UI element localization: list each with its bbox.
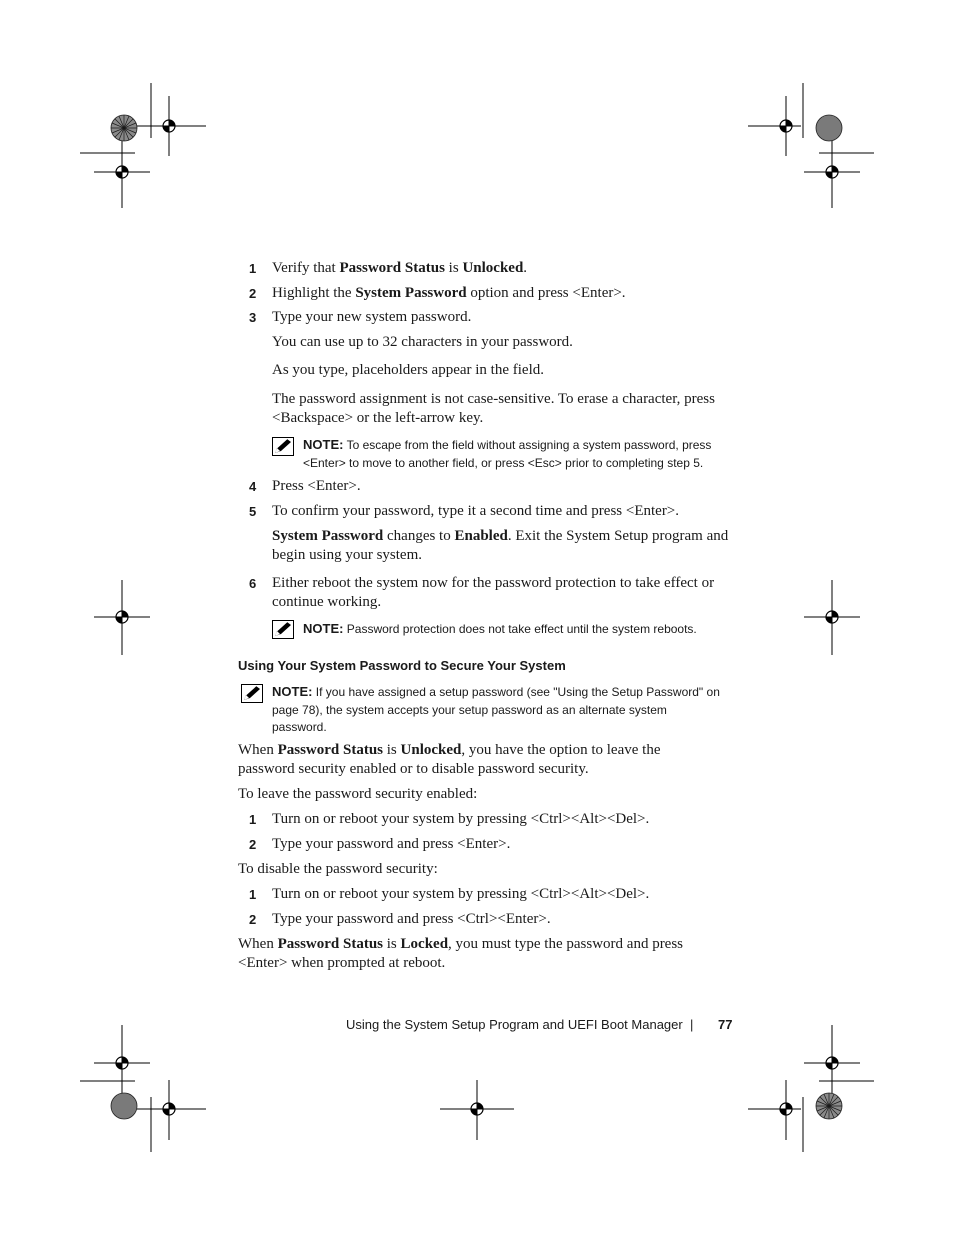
step-text: Turn on or reboot your system by pressing <Ctrl><Alt><Del>.: [272, 811, 650, 827]
step-number: 5: [249, 504, 257, 519]
step-number: 6: [249, 576, 257, 591]
step-text: Type your password and press <Enter>.: [272, 836, 511, 852]
paragraph: The password assignment is not case-sensitive. To erase a character, press <Backspace> or the left-arrow key.: [272, 391, 715, 426]
step-number: 1: [249, 812, 257, 827]
step-text: Type your password and press <Ctrl><Enter>.: [272, 911, 551, 927]
section-heading: Using Your System Password to Secure Your System: [238, 658, 566, 673]
pencil-note-icon: [241, 684, 263, 703]
step-number: 4: [249, 479, 257, 494]
paragraph: When Password Status is Unlocked, you have the option to leave the password security enabled or to disable password security.: [238, 742, 661, 777]
step-text: Press <Enter>.: [272, 478, 361, 494]
step-number: 2: [249, 286, 257, 301]
pencil-note-icon: [272, 437, 294, 456]
paragraph: You can use up to 32 characters in your password.: [272, 334, 573, 350]
note-text: NOTE: Password protection does not take effect until the system reboots.: [303, 621, 697, 636]
note-text: NOTE: If you have assigned a setup password (see "Using the Setup Password" on page 78), the system accepts your setup password as an alternate system password.: [272, 684, 720, 734]
step-number: 2: [249, 837, 257, 852]
step-text: Type your new system password.: [272, 309, 472, 325]
footer-separator: |: [690, 1017, 694, 1032]
footer-title: Using the System Setup Program and UEFI Boot Manager: [346, 1017, 683, 1032]
step-number: 2: [249, 912, 257, 927]
pencil-note-icon: [272, 620, 294, 639]
note-text: NOTE: To escape from the field without assigning a system password, press <Enter> to move to another field, or press <Esc> prior to completing step 5.: [303, 437, 712, 470]
paragraph: To leave the password security enabled:: [238, 786, 478, 802]
step-text: Verify that Password Status is Unlocked.: [272, 260, 528, 276]
paragraph: System Password changes to Enabled. Exit the System Setup program and begin using your system.: [272, 528, 729, 563]
step-number: 3: [249, 310, 257, 325]
page-number: 77: [718, 1017, 733, 1032]
step-text: Either reboot the system now for the password protection to take effect or continue working.: [272, 575, 715, 610]
step-number: 1: [249, 261, 257, 276]
paragraph: To disable the password security:: [238, 861, 438, 877]
step-text: Highlight the System Password option and press <Enter>.: [272, 285, 626, 301]
step-text: Turn on or reboot your system by pressing <Ctrl><Alt><Del>.: [272, 886, 650, 902]
paragraph: When Password Status is Locked, you must type the password and press <Enter> when prompted at reboot.: [238, 936, 684, 971]
step-text: To confirm your password, type it a second time and press <Enter>.: [272, 503, 680, 519]
step-number: 1: [249, 887, 257, 902]
paragraph: As you type, placeholders appear in the field.: [272, 362, 544, 378]
